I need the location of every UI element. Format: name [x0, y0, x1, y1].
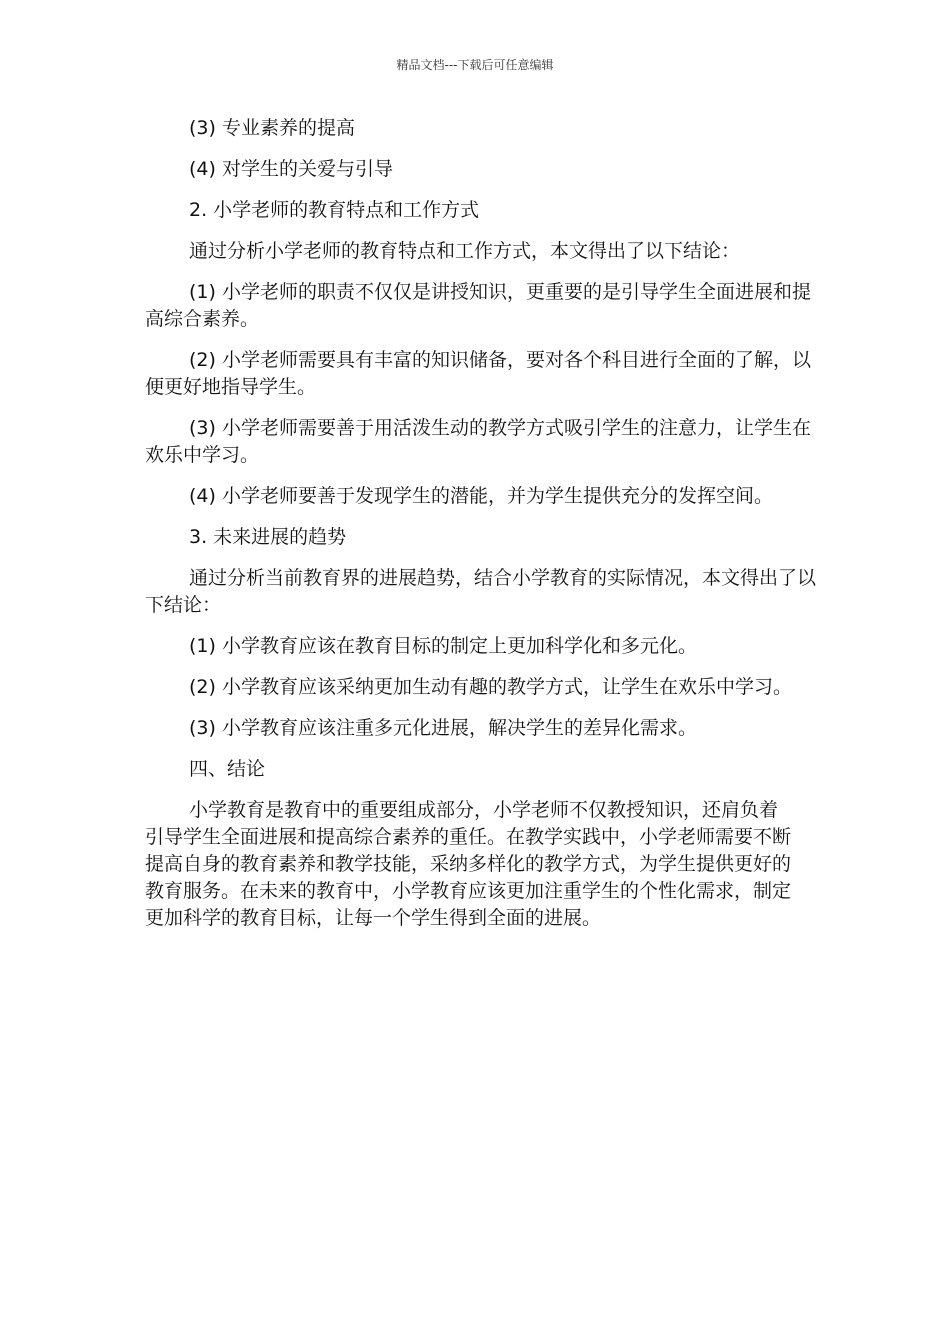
paragraph-final-conclusion: 小学教育是教育中的重要组成部分，小学老师不仅教授知识，还肩负着引导学生全面进展和提高综合素养的重任。在教学实践中，小学老师需要不断提高自身的教育素养和教学技能，采纳多样化的教学方式，为学生提供更好的教育服务。在未来的教育中，小学教育应该更加注重学生的个性化需求，制定更加科学的教育目标，让每一个学生得到全面的进展。: [145, 799, 792, 929]
list-item-professional-quality: (3) 专业素养的提高: [189, 117, 355, 139]
conclusion-item-4: (4) 小学老师要善于发现学生的潜能，并为学生提供充分的发挥空间。: [189, 485, 773, 507]
trend-item-2: (2) 小学教育应该采纳更加生动有趣的教学方式，让学生在欢乐中学习。: [189, 676, 792, 698]
page-header: 精品文档---下载后可任意编辑: [396, 58, 554, 72]
document-body: [145, 115, 820, 946]
trend-item-3: (3) 小学教育应该注重多元化进展，解决学生的差异化需求。: [189, 717, 697, 739]
section-heading-teacher-features: 2. 小学老师的教育特点和工作方式: [189, 199, 480, 221]
conclusion-item-2: (2) 小学老师需要具有丰富的知识储备，要对各个科目进行全面的了解，以便更好地指导学生。: [145, 349, 811, 398]
paragraph-trend-intro: 通过分析当前教育界的进展趋势，结合小学教育的实际情况，本文得出了以下结论：: [145, 567, 817, 616]
conclusion-item-3: (3) 小学老师需要善于用活泼生动的教学方式吸引学生的注意力，让学生在欢乐中学习。: [145, 417, 811, 466]
section-heading-future-trends: 3. 未来进展的趋势: [189, 526, 347, 548]
conclusion-item-1: (1) 小学老师的职责不仅仅是讲授知识，更重要的是引导学生全面进展和提高综合素养。: [145, 281, 811, 330]
paragraph-analysis-intro: 通过分析小学老师的教育特点和工作方式，本文得出了以下结论：: [189, 240, 741, 262]
trend-item-1: (1) 小学教育应该在教育目标的制定上更加科学化和多元化。: [189, 635, 697, 657]
section-heading-conclusion: 四、结论: [189, 758, 266, 780]
list-item-student-care: (4) 对学生的关爱与引导: [189, 158, 393, 180]
